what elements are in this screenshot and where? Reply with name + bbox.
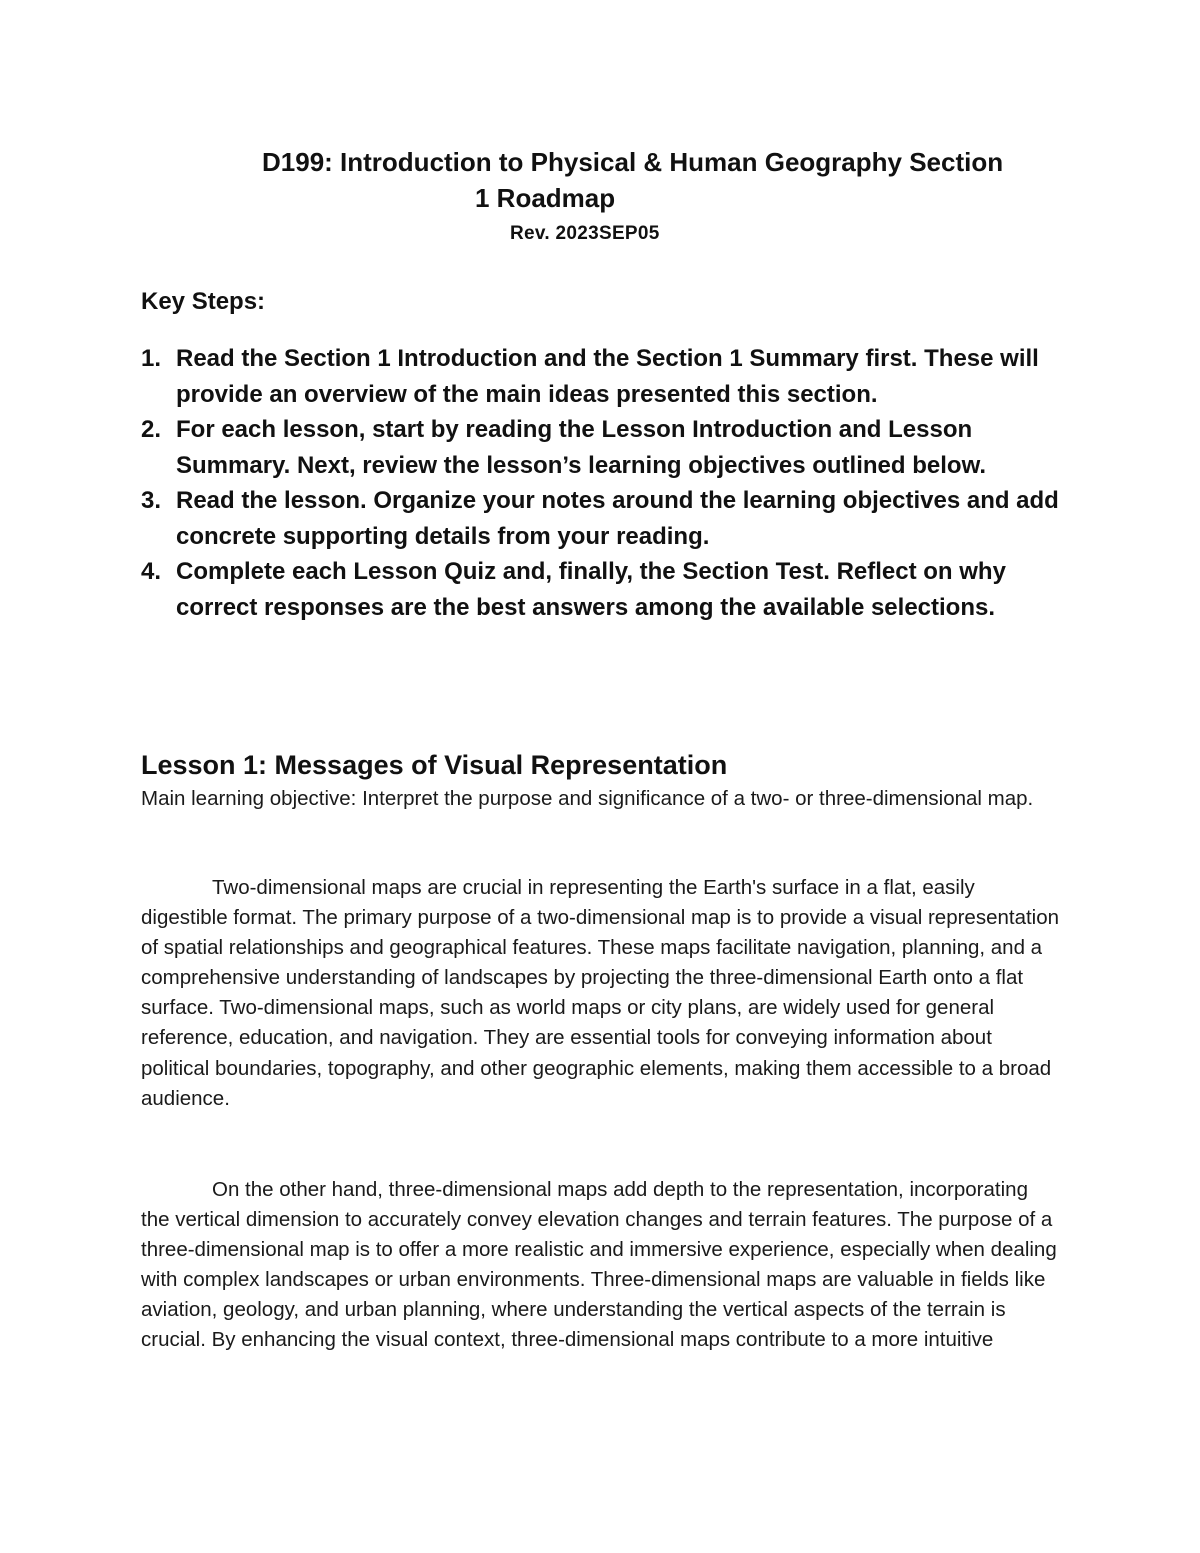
revision-label: Rev. 2023SEP05 xyxy=(510,223,660,244)
lesson-1-paragraph-2: On the other hand, three-dimensional maps add depth to the representation, incorporating the vertical dimension to accurately convey elevation changes and terrain features. The purpose of a three-dimensional map is to offer a more realistic and immersive experience, especially when dealing with complex landscapes or urban environments. Three-dimensional maps are valuable in fields like aviation, geology, and urban planning, where understanding the vertical aspects of the terrain is crucial. By enhancing the visual context, three-dimensional maps contribute to a more intuitive xyxy=(141,1178,1057,1352)
lesson-1-paragraph-1: Two-dimensional maps are crucial in representing the Earth's surface in a flat, easily digestible format. The primary purpose of a two-dimensional map is to provide a visual representation of spatial relationships and geographical features. These maps facilitate navigation, planning, and a comprehensive understanding of landscapes by projecting the three-dimensional Earth onto a flat surface. Two-dimensional maps, such as world maps or city plans, are widely used for general reference, education, and navigation. They are essential tools for conveying information about political boundaries, topography, and other geographic elements, making them accessible to a broad audience. xyxy=(141,876,1060,1110)
key-steps-heading: Key Steps: xyxy=(141,288,266,315)
step-item xyxy=(141,483,1061,554)
step-item xyxy=(141,554,1061,625)
step-number: 2. xyxy=(141,416,162,443)
lesson-1-objective: Main learning objective: Interpret the purpose and significance of a two- or three-dimensional map. xyxy=(141,787,1034,810)
step-item xyxy=(141,341,1061,412)
step-text: Complete each Lesson Quiz and, finally, the Section Test. Reflect on why correct responses are the best answers among the available selections. xyxy=(176,558,1006,621)
step-number: 4. xyxy=(141,558,162,585)
step-number: 3. xyxy=(141,487,162,514)
document-title-line-2: 1 Roadmap xyxy=(475,183,616,213)
step-text: Read the lesson. Organize your notes around the learning objectives and add concrete supporting details from your reading. xyxy=(176,487,1059,550)
lesson-1-heading: Lesson 1: Messages of Visual Representation xyxy=(141,750,728,780)
step-text: For each lesson, start by reading the Lesson Introduction and Lesson Summary. Next, review the lesson’s learning objectives outlined below. xyxy=(176,416,987,479)
document-title-line-1: D199: Introduction to Physical & Human Geography Section xyxy=(262,147,1004,177)
key-steps-list xyxy=(141,341,1061,625)
step-number: 1. xyxy=(141,345,162,372)
step-item xyxy=(141,412,1061,483)
step-text: Read the Section 1 Introduction and the Section 1 Summary first. These will provide an overview of the main ideas presented this section. xyxy=(176,345,1039,408)
